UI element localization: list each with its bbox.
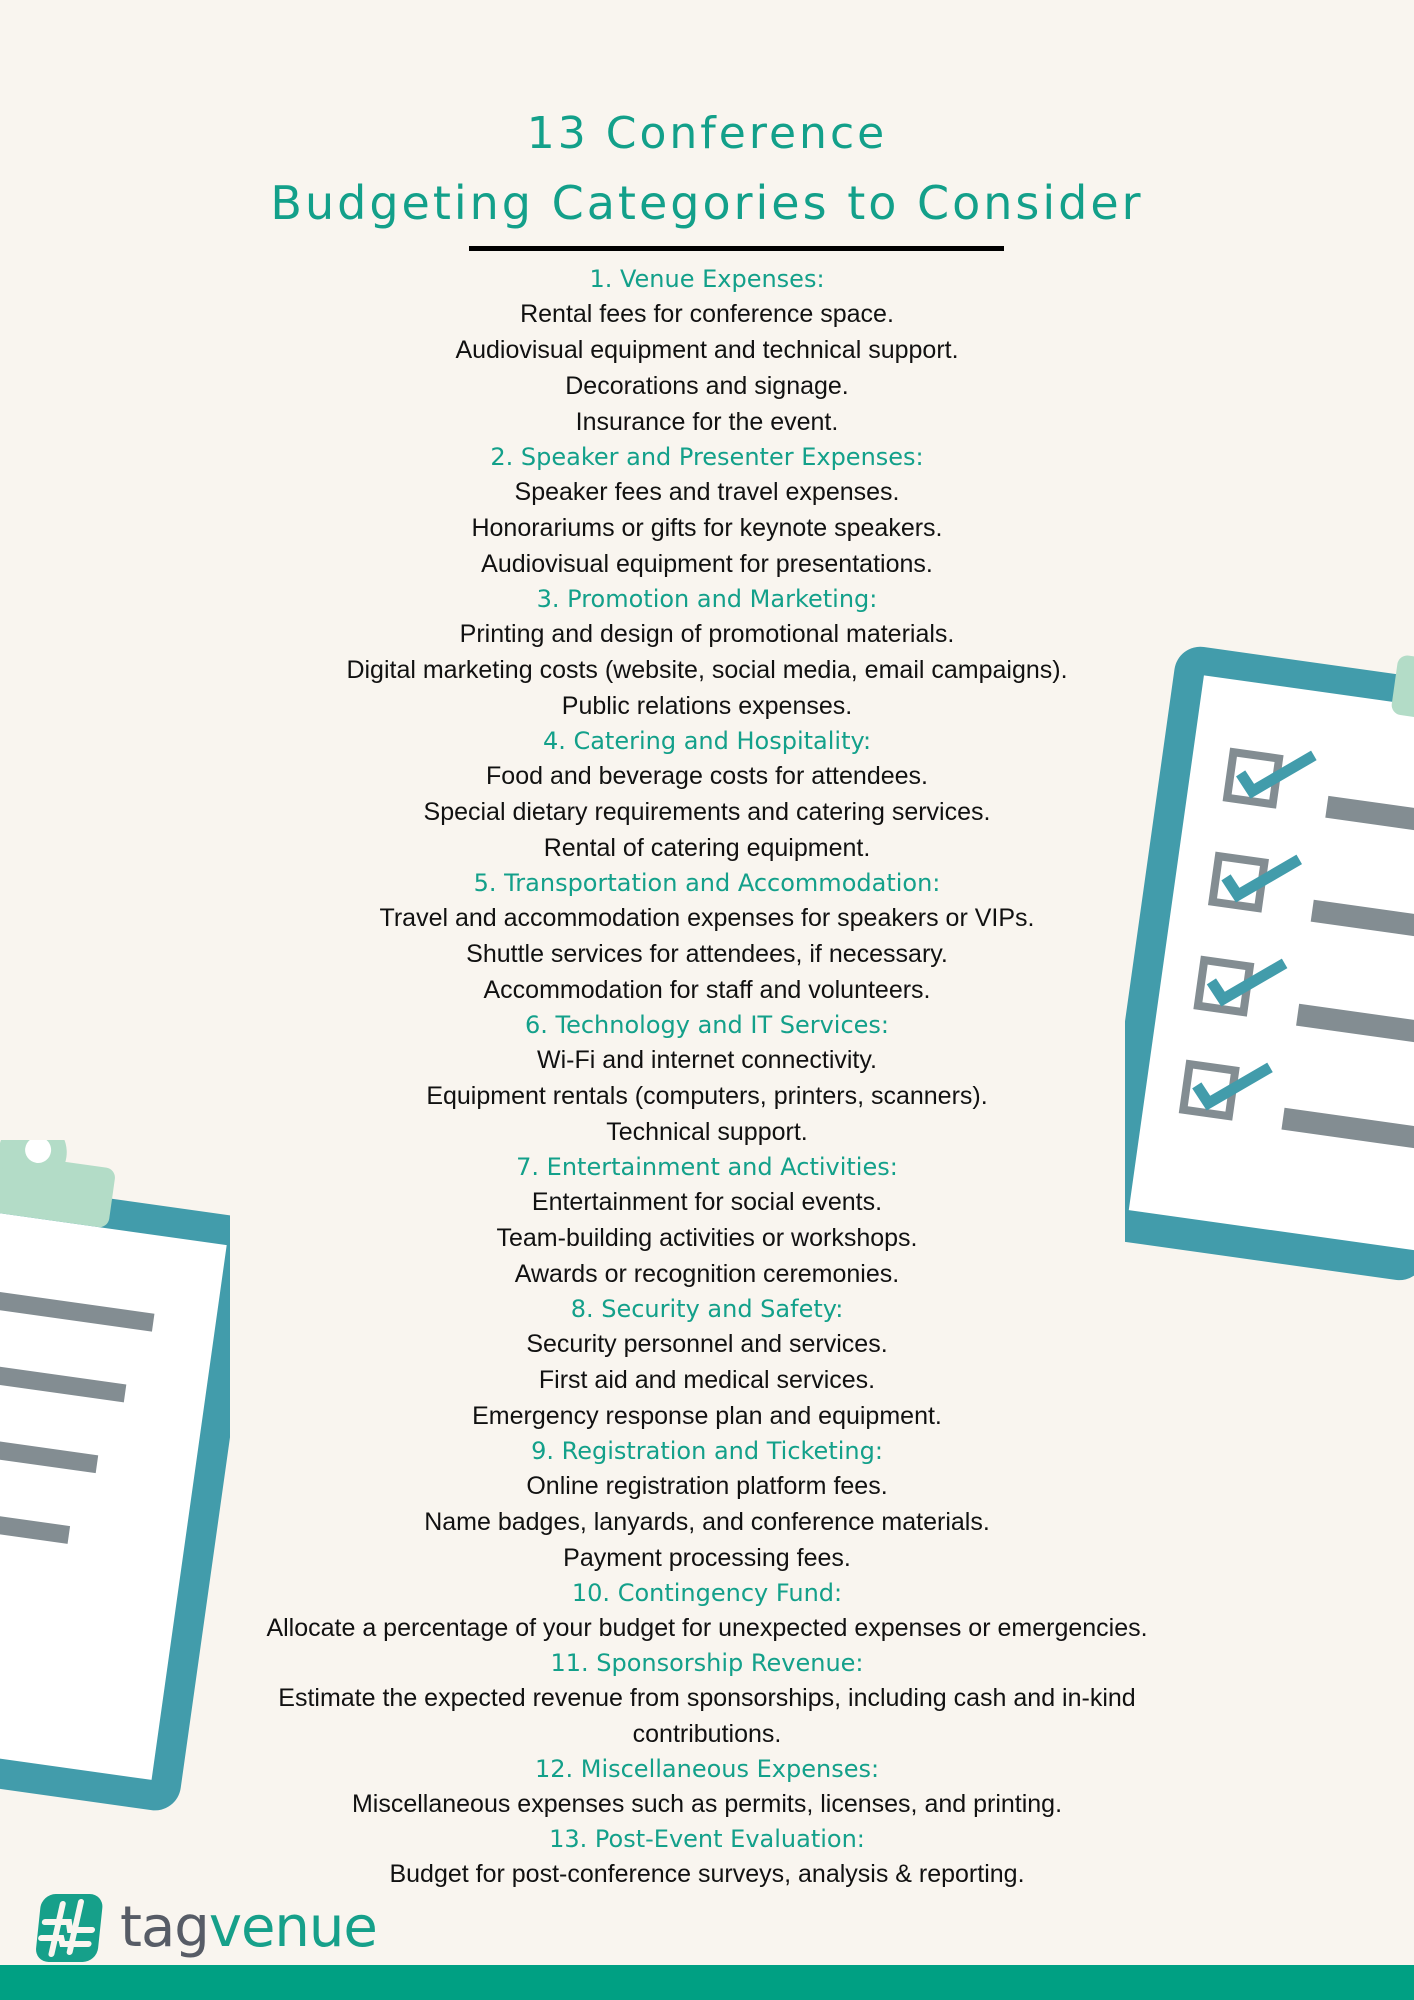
category-item: Miscellaneous expenses such as permits, licenses, and printing. xyxy=(351,1790,1063,1818)
category-heading: 3. Promotion and Marketing: xyxy=(536,585,878,613)
logo-tag-text: tag xyxy=(120,1895,209,1960)
category-section-13 xyxy=(0,1822,1414,1892)
category-item: Allocate a percentage of your budget for unexpected expenses or emergencies. xyxy=(266,1614,1148,1642)
logo-venue-text: venue xyxy=(208,1895,377,1960)
category-item: Shuttle services for attendees, if necessary. xyxy=(466,940,948,968)
category-heading: 11. Sponsorship Revenue: xyxy=(550,1649,864,1677)
category-item: Name badges, lanyards, and conference materials. xyxy=(424,1508,990,1536)
category-section-11 xyxy=(0,1646,1414,1752)
category-item: Public relations expenses. xyxy=(561,692,853,720)
category-item: Equipment rentals (computers, printers, scanners). xyxy=(426,1082,988,1110)
category-item: Rental of catering equipment. xyxy=(543,834,871,862)
category-section-10 xyxy=(0,1576,1414,1646)
category-item: First aid and medical services. xyxy=(538,1366,876,1394)
category-heading: 4. Catering and Hospitality: xyxy=(542,727,872,755)
category-item: Insurance for the event. xyxy=(575,408,839,436)
category-heading: 6. Technology and IT Services: xyxy=(524,1011,890,1039)
category-section-3 xyxy=(0,582,1414,724)
category-item: Speaker fees and travel expenses. xyxy=(514,478,900,506)
category-item: Audiovisual equipment and technical support. xyxy=(455,336,959,364)
page-title-line-1: 13 Conference xyxy=(526,108,888,159)
category-heading: 2. Speaker and Presenter Expenses: xyxy=(490,443,924,471)
category-heading: 13. Post-Event Evaluation: xyxy=(549,1825,865,1853)
category-item: Travel and accommodation expenses for speakers or VIPs. xyxy=(379,904,1035,932)
category-item: Security personnel and services. xyxy=(526,1330,888,1358)
category-item: Printing and design of promotional materials. xyxy=(459,620,955,648)
category-item: Entertainment for social events. xyxy=(531,1188,883,1216)
category-item: Rental fees for conference space. xyxy=(520,300,894,328)
category-item: Digital marketing costs (website, social media, email campaigns). xyxy=(346,656,1068,684)
category-section-7 xyxy=(0,1150,1414,1292)
footer-band xyxy=(0,1965,1414,2000)
category-heading: 10. Contingency Fund: xyxy=(571,1579,843,1607)
category-item: Special dietary requirements and catering services. xyxy=(423,798,991,826)
category-item: Audiovisual equipment for presentations. xyxy=(481,550,933,578)
title-divider xyxy=(469,246,1004,251)
category-item: Estimate the expected revenue from sponsorships, including cash and in-kind contributions. xyxy=(278,1684,1136,1748)
logo-wordmark xyxy=(120,1895,377,1960)
category-section-6 xyxy=(0,1008,1414,1150)
category-item: Wi-Fi and internet connectivity. xyxy=(537,1046,877,1074)
category-item: Online registration platform fees. xyxy=(526,1472,888,1500)
tagvenue-logo xyxy=(36,1890,377,1965)
category-item: Awards or recognition ceremonies. xyxy=(514,1260,900,1288)
category-item: Technical support. xyxy=(606,1118,808,1146)
category-item: Accommodation for staff and volunteers. xyxy=(483,976,931,1004)
category-item: Emergency response plan and equipment. xyxy=(472,1402,942,1430)
category-section-8 xyxy=(0,1292,1414,1434)
category-item: Budget for post-conference surveys, analysis & reporting. xyxy=(389,1860,1025,1888)
category-heading: 7. Entertainment and Activities: xyxy=(516,1153,898,1181)
category-item: Food and beverage costs for attendees. xyxy=(486,762,928,790)
category-section-2 xyxy=(0,440,1414,582)
category-item: Payment processing fees. xyxy=(563,1544,851,1572)
category-heading: 8. Security and Safety: xyxy=(570,1295,844,1323)
budget-categories-list xyxy=(0,262,1414,1892)
page-title-line-2: Budgeting Categories to Consider xyxy=(270,176,1144,230)
category-item: Decorations and signage. xyxy=(565,372,849,400)
category-section-9 xyxy=(0,1434,1414,1576)
category-section-4 xyxy=(0,724,1414,866)
category-heading: 5. Transportation and Accommodation: xyxy=(473,869,941,897)
category-heading: 9. Registration and Ticketing: xyxy=(531,1437,883,1465)
category-item: Team-building activities or workshops. xyxy=(496,1224,918,1252)
category-item: Honorariums or gifts for keynote speakers. xyxy=(471,514,943,542)
category-heading: 1. Venue Expenses: xyxy=(589,265,825,293)
category-section-5 xyxy=(0,866,1414,1008)
tagvenue-hash-icon xyxy=(36,1892,106,1964)
category-section-1 xyxy=(0,262,1414,440)
category-heading: 12. Miscellaneous Expenses: xyxy=(534,1755,880,1783)
category-section-12 xyxy=(0,1752,1414,1822)
